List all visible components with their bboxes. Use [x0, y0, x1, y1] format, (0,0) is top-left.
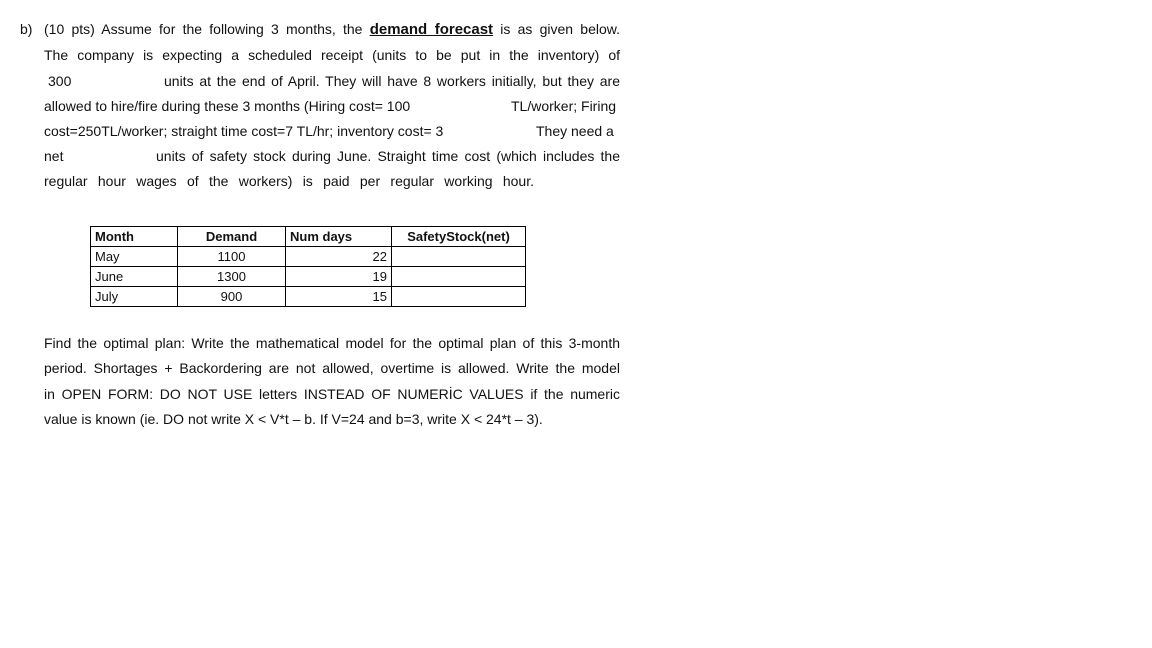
cell-demand: 1100: [178, 247, 286, 267]
problem-line-4-start: allowed to hire/fire during these 3 months (Hiring cost= 100: [44, 98, 411, 114]
cell-num-days: 15: [286, 287, 392, 307]
problem-line-4-end: TL/worker; Firing: [511, 98, 617, 114]
demand-table: [90, 226, 526, 307]
problem-line-6-end: units of safety stock during June. Straight time cost (which includes the: [156, 148, 620, 164]
table-row: [91, 247, 526, 267]
problem-line-3: units at the end of April. They will have 8 workers initially, but they are: [164, 73, 620, 89]
problem-line-2: The company is expecting a scheduled receipt (units to be put in the inventory) of: [44, 47, 620, 63]
cell-demand: 900: [178, 287, 286, 307]
header-safety-stock: SafetyStock(net): [392, 227, 526, 247]
header-demand: Demand: [178, 227, 286, 247]
instructions-line-3: in OPEN FORM: DO NOT USE letters INSTEAD OF NUMERİC VALUES if the numeric: [44, 386, 620, 402]
header-month: Month: [91, 227, 178, 247]
header-num-days: Num days: [286, 227, 392, 247]
instructions-line-4: value is known (ie. DO not write X < V*t – b. If V=24 and b=3, write X < 24*t – 3).: [44, 411, 543, 427]
problem-line-7: regular hour wages of the workers) is paid per regular working hour.: [44, 173, 534, 189]
problem-line-1-start: (10 pts) Assume for the following 3 months, the: [44, 21, 370, 37]
cell-num-days: 19: [286, 267, 392, 287]
demand-forecast-emphasis: demand forecast: [369, 21, 494, 38]
cell-safety-stock: [392, 247, 526, 267]
problem-line-1-end: is as given below.: [493, 21, 621, 37]
problem-line-5-start: cost=250TL/worker; straight time cost=7 TL/hr; inventory cost= 3: [44, 123, 444, 139]
cell-safety-stock: [392, 287, 526, 307]
cell-safety-stock: [392, 267, 526, 287]
table-row: [91, 267, 526, 287]
problem-line-5-end: They need a: [536, 123, 614, 139]
cell-demand: 1300: [178, 267, 286, 287]
table-header-row: [91, 227, 526, 247]
cell-month: July: [91, 287, 178, 307]
instructions-line-2: period. Shortages + Backordering are not allowed, overtime is allowed. Write the model: [44, 360, 620, 376]
part-label: b): [20, 21, 33, 37]
receipt-units: 300: [48, 73, 72, 89]
table-row: [91, 287, 526, 307]
cell-month: May: [91, 247, 178, 267]
cell-num-days: 22: [286, 247, 392, 267]
instructions-line-1: Find the optimal plan: Write the mathematical model for the optimal plan of this 3-month: [44, 335, 620, 351]
problem-line-6-start: net: [44, 148, 64, 164]
cell-month: June: [91, 267, 178, 287]
problem-line-1: [44, 21, 620, 38]
